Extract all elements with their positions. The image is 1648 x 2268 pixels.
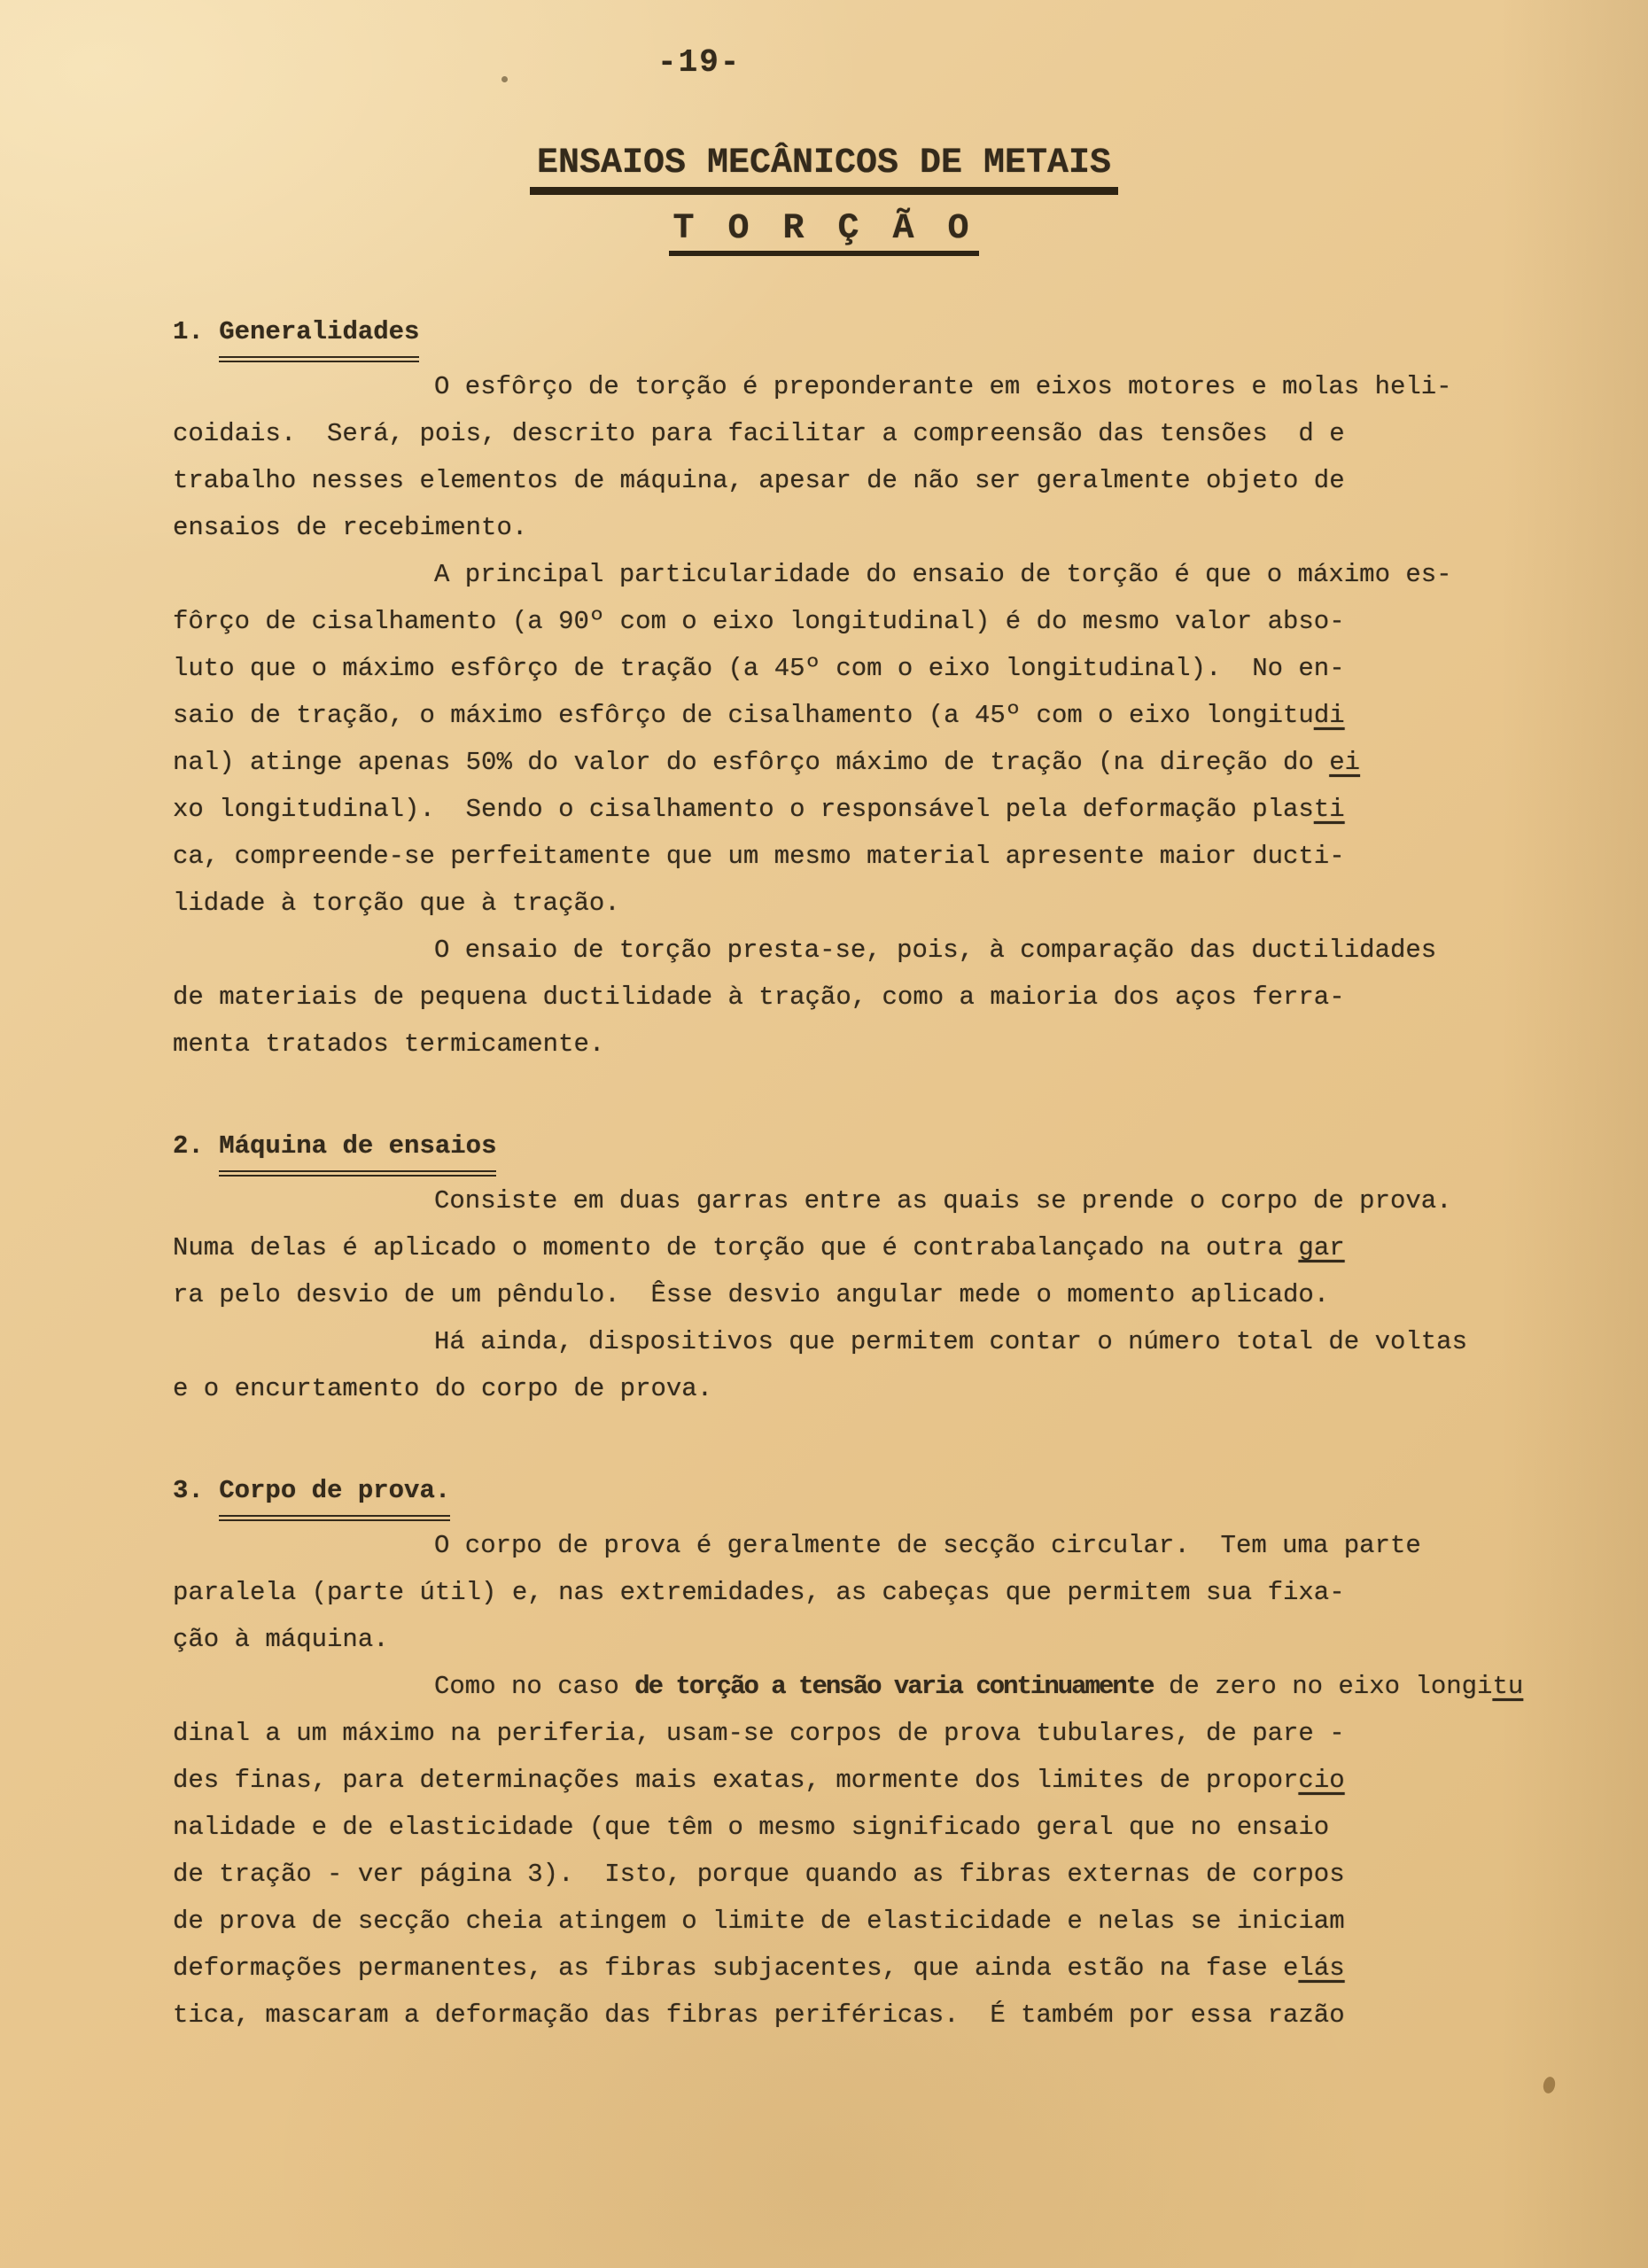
text-run: deformações permanentes, as fibras subjacentes, que ainda estão na fase e: [173, 1953, 1299, 1983]
overstruck-run: de torção a tensão varia continuamente: [634, 1672, 1154, 1701]
text-run: de materiais de pequena ductilidade à tração, como a maioria dos aços ferra-: [173, 983, 1345, 1012]
text-line: [173, 1021, 1489, 1068]
text-line: [173, 598, 1489, 645]
hyphen-continuation-run: di: [1313, 701, 1345, 730]
text-line: [173, 504, 1489, 551]
text-run: trabalho nesses elementos de máquina, apesar de não ser geralmente objeto de: [173, 466, 1345, 495]
text-line: [173, 1569, 1489, 1616]
text-run: de tração - ver página 3). Isto, porque quando as fibras externas de corpos: [173, 1860, 1345, 1889]
paper-speck: [1542, 2076, 1557, 2094]
document-title: ENSAIOS MECÂNICOS DE METAIS: [530, 144, 1118, 195]
text-run: ção à máquina.: [173, 1625, 389, 1654]
document-subtitle: T O R Ç Ã O: [669, 209, 978, 256]
section-2: [173, 1122, 1489, 1412]
section-title: Máquina de ensaios: [219, 1122, 496, 1177]
text-line: [173, 1318, 1489, 1365]
text-line: [173, 457, 1489, 504]
text-line: [173, 786, 1489, 833]
hyphen-continuation-run: tu: [1492, 1672, 1524, 1701]
text-run: e o encurtamento do corpo de prova.: [173, 1374, 713, 1403]
text-run: de zero no eixo longi: [1153, 1672, 1493, 1701]
section-1: [173, 308, 1489, 1068]
text-line: [173, 645, 1489, 692]
text-line: [173, 1271, 1489, 1318]
section-heading: [173, 1122, 1489, 1177]
text-line: [173, 551, 1489, 598]
hyphen-continuation-run: gar: [1298, 1233, 1345, 1262]
section-number: 1.: [173, 317, 220, 346]
text-run: Como no caso: [434, 1672, 635, 1701]
text-line: [173, 363, 1489, 410]
text-run: O ensaio de torção presta-se, pois, à comparação das ductilidades: [434, 936, 1437, 965]
text-run: O corpo de prova é geralmente de secção circular. Tem uma parte: [434, 1531, 1421, 1560]
section-3: [173, 1467, 1524, 2039]
text-run: dinal a um máximo na periferia, usam-se corpos de prova tubulares, de pare -: [173, 1719, 1345, 1748]
text-line: [173, 1992, 1489, 2039]
section-title: Generalidades: [219, 308, 419, 362]
text-run: Há ainda, dispositivos que permitem contar o número total de voltas: [434, 1327, 1467, 1356]
hyphen-continuation-run: ei: [1329, 748, 1361, 777]
text-run: fôrço de cisalhamento (a 90º com o eixo longitudinal) é do mesmo valor abso-: [173, 607, 1345, 636]
text-run: Numa delas é aplicado o momento de torção que é contrabalançado na outra: [173, 1233, 1299, 1262]
text-line: [173, 1616, 1489, 1663]
text-line: [173, 739, 1489, 786]
hyphen-continuation-run: cio: [1298, 1766, 1345, 1795]
text-run: des finas, para determinações mais exatas, mormente dos limites de propor: [173, 1766, 1299, 1795]
hyphen-continuation-run: lás: [1298, 1953, 1345, 1983]
text-line: [173, 1365, 1489, 1412]
text-run: xo longitudinal). Sendo o cisalhamento o responsável pela deformação plas: [173, 795, 1314, 824]
text-line: [173, 927, 1489, 974]
text-run: A principal particularidade do ensaio de torção é que o máximo es-: [434, 560, 1452, 589]
text-line: [173, 1710, 1489, 1757]
text-run: O esfôrço de torção é preponderante em eixos motores e molas heli-: [434, 372, 1452, 401]
text-run: paralela (parte útil) e, nas extremidades, as cabeças que permitem sua fixa-: [173, 1578, 1345, 1607]
text-line: [173, 833, 1489, 880]
hyphen-continuation-run: ti: [1313, 795, 1345, 824]
text-run: de prova de secção cheia atingem o limite de elasticidade e nelas se iniciam: [173, 1907, 1345, 1936]
ink-speck: [501, 76, 508, 82]
text-line: [173, 1945, 1489, 1992]
text-line: [173, 880, 1489, 927]
section-number: 3.: [173, 1476, 220, 1505]
document-sections: [173, 308, 1524, 2039]
section-heading: [173, 308, 1489, 363]
page-number: -19-: [657, 44, 742, 81]
text-line: [173, 1224, 1489, 1271]
text-line: [173, 974, 1489, 1021]
text-run: tica, mascaram a deformação das fibras periféricas. É também por essa razão: [173, 2000, 1345, 2030]
text-run: menta tratados termicamente.: [173, 1029, 605, 1059]
document-header: [0, 144, 1648, 256]
section-heading: [173, 1467, 1489, 1522]
text-line: [173, 1177, 1489, 1224]
text-run: ra pelo desvio de um pêndulo. Êsse desvio angular mede o momento aplicado.: [173, 1280, 1330, 1309]
text-run: saio de tração, o máximo esfôrço de cisalhamento (a 45º com o eixo longitu: [173, 701, 1314, 730]
text-run: lidade à torção que à tração.: [173, 889, 620, 918]
text-line: [173, 1898, 1489, 1945]
section-title: Corpo de prova.: [219, 1467, 450, 1521]
text-run: ca, compreende-se perfeitamente que um mesmo material apresente maior ducti-: [173, 842, 1345, 871]
text-run: Consiste em duas garras entre as quais se prende o corpo de prova.: [434, 1186, 1452, 1216]
text-line: [173, 1804, 1489, 1851]
text-line: [173, 1851, 1489, 1898]
text-line: [173, 1757, 1489, 1804]
text-line: [173, 692, 1489, 739]
text-line: [173, 1522, 1489, 1569]
text-run: nal) atinge apenas 50% do valor do esfôrço máximo de tração (na direção do: [173, 748, 1330, 777]
section-number: 2.: [173, 1131, 220, 1161]
text-run: coidais. Será, pois, descrito para facilitar a compreensão das tensões d e: [173, 419, 1345, 448]
text-line: [173, 410, 1489, 457]
text-run: ensaios de recebimento.: [173, 513, 528, 542]
text-run: nalidade e de elasticidade (que têm o mesmo significado geral que no ensaio: [173, 1813, 1330, 1842]
text-run: luto que o máximo esfôrço de tração (a 45º com o eixo longitudinal). No en-: [173, 654, 1345, 683]
text-line: [173, 1663, 1524, 1710]
